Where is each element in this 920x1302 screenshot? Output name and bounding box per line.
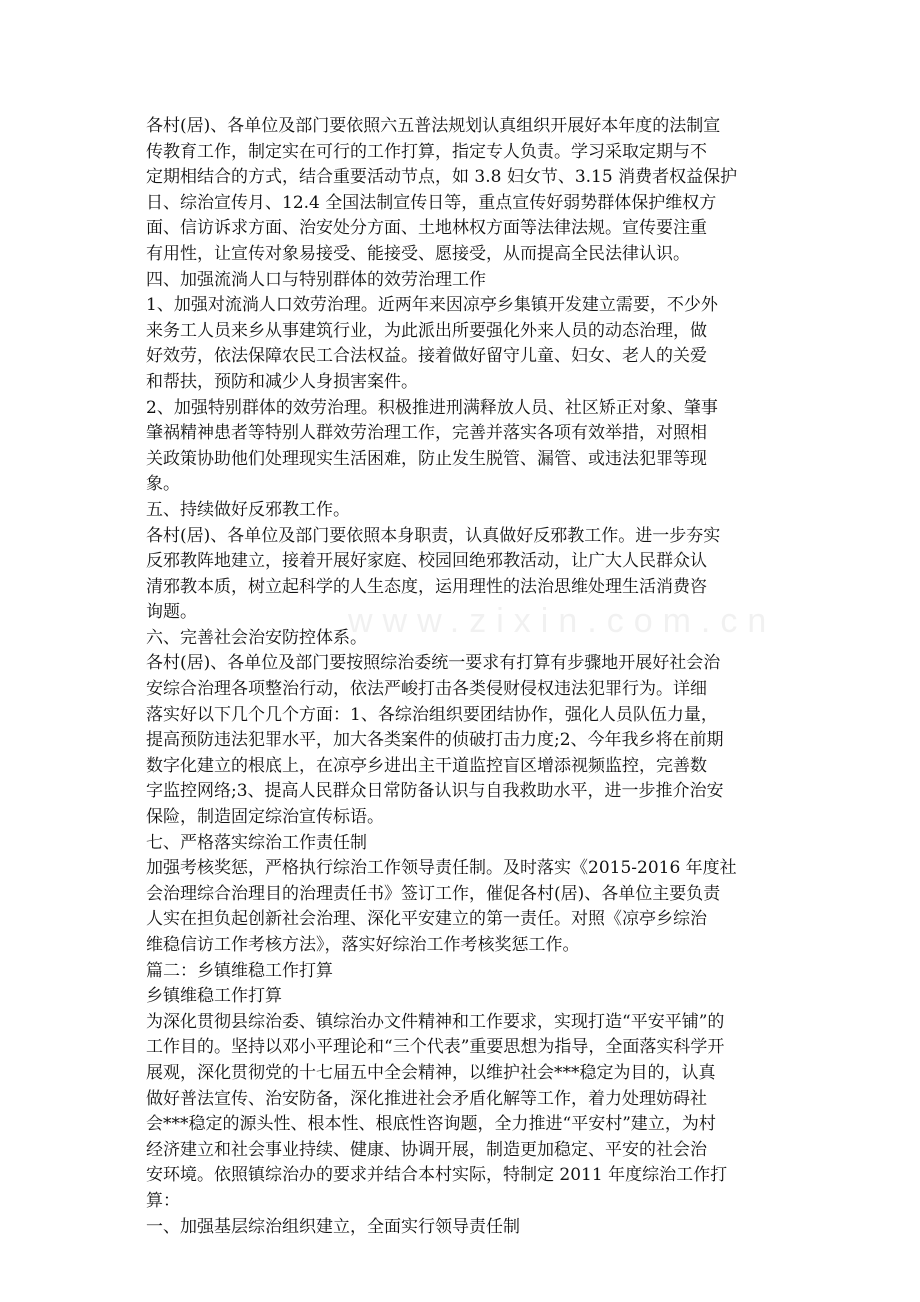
watermark: www.zixin.com.cn xyxy=(348,602,777,640)
text-line: 面、信访诉求方面、治安处分方面、土地林权方面等法律法规。宣传要注重 xyxy=(146,218,707,239)
text-line: 询题。 xyxy=(146,602,197,623)
text-line: 会治理综合治理目的治理责任书》签订工作，催促各村(居)、各单位主要负责 xyxy=(146,883,721,904)
text-line: 人实在担负起创新社会治理、深化平安建立的第一责任。对照《凉亭乡综治 xyxy=(146,909,707,930)
text-line: 四、加强流淌人口与特别群体的效劳治理工作 xyxy=(146,269,486,290)
text-line: 日、综治宣传月、12.4 全国法制宣传日等，重点宣传好弱势群体保护维权方 xyxy=(146,192,717,213)
text-line: 六、完善社会治安防控体系。 xyxy=(146,627,367,648)
text-line: 来务工人员来乡从事建筑行业，为此派出所要强化外来人员的动态治理，做 xyxy=(146,320,707,341)
text-line: 工作目的。坚持以邓小平理论和“三个代表”重要思想为指导，全面落实科学开 xyxy=(146,1037,725,1058)
text-line: 定期相结合的方式，结合重要活动节点，如 3.8 妇女节、3.15 消费者权益保护 xyxy=(146,167,738,188)
text-line: 维稳信访工作考核方法》，落实好综治工作考核奖惩工作。 xyxy=(146,935,580,955)
text-line: 做好普法宣传、治安防备，深化推进社会矛盾化解等工作，着力处理妨碍社 xyxy=(146,1088,707,1109)
text-line: 清邪教本质，树立起科学的人生态度，运用理性的法治思维处理生活消费咨 xyxy=(146,576,707,597)
text-line: 展观，深化贯彻党的十七届五中全会精神，以维护社会***稳定为目的，认真 xyxy=(146,1062,716,1083)
text-line: 保险，制造固定综治宣传标语。 xyxy=(146,807,384,828)
text-line: 七、严格落实综治工作责任制 xyxy=(146,832,367,853)
text-line: 落实好以下几个几个方面：1、各综治组织要团结协作，强化人员队伍力量， xyxy=(146,704,718,725)
text-line: 五、持续做好反邪教工作。 xyxy=(146,499,350,520)
text-line: 经济建立和社会事业持续、健康、协调开展，制造更加稳定、平安的社会治 xyxy=(146,1139,707,1160)
text-line: 会***稳定的源头性、根本性、根底性咨询题，全力推进“平安村”建立，为村 xyxy=(146,1114,716,1135)
text-line: 好效劳，依法保障农民工合法权益。接着做好留守儿童、妇女、老人的关爱 xyxy=(146,346,707,367)
text-line: 肇祸精神患者等特别人群效劳治理工作，完善并落实各项有效举措，对照相 xyxy=(146,423,707,444)
text-line: 各村(居)、各单位及部门要按照综治委统一要求有打算有步骤地开展好社会治 xyxy=(146,653,721,674)
text-line: 传教育工作，制定实在可行的工作打算，指定专人负责。学习采取定期与不 xyxy=(146,141,707,162)
text-line: 加强考核奖惩，严格执行综治工作领导责任制。及时落实《2015-2016 年度社 xyxy=(146,858,737,879)
text-line: 反邪教阵地建立，接着开展好家庭、校园回绝邪教活动，让广大人民群众认 xyxy=(146,551,707,572)
text-line: 和帮扶，预防和减少人身损害案件。 xyxy=(146,371,418,392)
text-line: 提高预防违法犯罪水平，加大各类案件的侦破打击力度;2、今年我乡将在前期 xyxy=(146,730,724,751)
text-line: 篇二：乡镇维稳工作打算 xyxy=(146,960,333,981)
text-line: 1、加强对流淌人口效劳治理。近两年来因凉亭乡集镇开发建立需要，不少外 xyxy=(146,295,718,316)
text-line: 字监控网络;3、提高人民群众日常防备认识与自我救助水平，进一步推介治安 xyxy=(146,781,724,802)
text-line: 2、加强特别群体的效劳治理。积极推进刑满释放人员、社区矫正对象、肇事 xyxy=(146,397,718,418)
text-line: 为深化贯彻县综治委、镇综治办文件精神和工作要求，实现打造“平安平铺”的 xyxy=(146,1011,725,1032)
text-line: 数字化建立的根底上，在凉亭乡进出主干道监控盲区增添视频监控，完善数 xyxy=(146,755,707,776)
text-line: 关政策协助他们处理现实生活困难，防止发生脱管、漏管、或违法犯罪等现 xyxy=(146,448,707,469)
text-line: 算： xyxy=(146,1190,180,1211)
text-line: 安综合治理各项整治行动，依法严峻打击各类侵财侵权违法犯罪行为。详细 xyxy=(146,679,707,700)
text-line: 一、加强基层综治组织建立，全面实行领导责任制 xyxy=(146,1216,520,1237)
text-line: 安环境。依照镇综治办的要求并结合本村实际，特制定 2011 年度综治工作打 xyxy=(146,1165,728,1186)
text-line: 各村(居)、各单位及部门要依照本身职责，认真做好反邪教工作。进一步夯实 xyxy=(146,525,721,546)
text-line: 象。 xyxy=(146,474,180,495)
text-line: 有用性，让宣传对象易接受、能接受、愿接受，从而提高全民法律认识。 xyxy=(146,243,690,264)
text-line: 乡镇维稳工作打算 xyxy=(146,986,282,1007)
text-line: 各村(居)、各单位及部门要依照六五普法规划认真组织开展好本年度的法制宣 xyxy=(146,116,721,136)
document-body xyxy=(146,114,786,1240)
